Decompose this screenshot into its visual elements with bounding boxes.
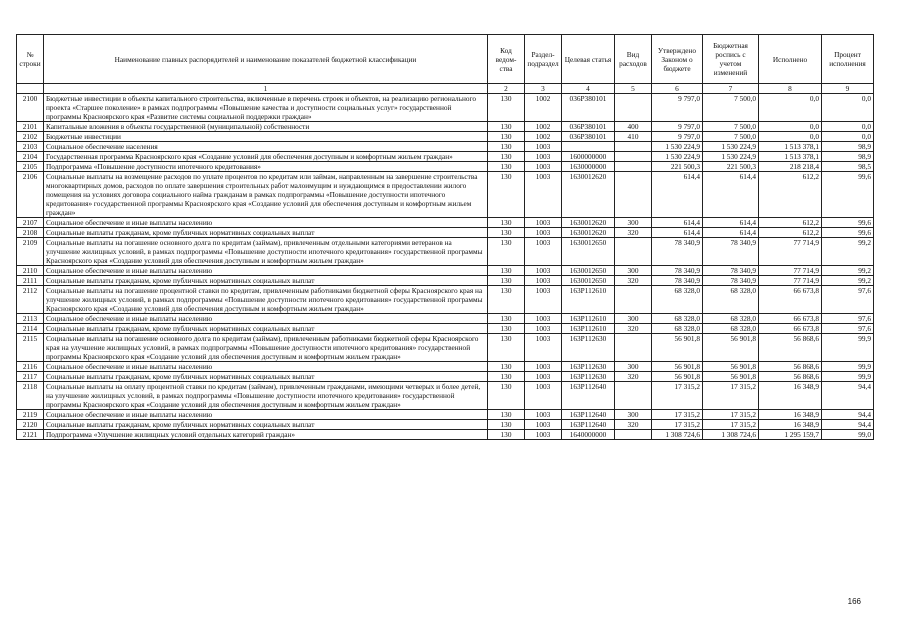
row-number-cell: 2101 [17, 122, 44, 132]
percent-cell: 94,4 [822, 410, 874, 420]
percent-cell: 99,0 [822, 430, 874, 440]
header-target-article: Целевая статья [562, 35, 615, 84]
row-name-cell: Социальное обеспечение и иные выплаты населению [44, 362, 488, 372]
dept-code-cell: 130 [488, 152, 525, 162]
table-row [17, 430, 874, 440]
percent-cell: 99,9 [822, 334, 874, 362]
dept-code-cell: 130 [488, 228, 525, 238]
budget-schedule-cell: 17 315,2 [703, 410, 759, 420]
budget-schedule-cell: 68 328,0 [703, 314, 759, 324]
target-article-cell: 1630012620 [562, 228, 615, 238]
section-cell: 1003 [525, 218, 562, 228]
table-header-row [17, 35, 874, 84]
approved-cell: 68 328,0 [652, 314, 703, 324]
section-cell: 1003 [525, 152, 562, 162]
row-number-cell: 2119 [17, 410, 44, 420]
percent-cell: 0,0 [822, 122, 874, 132]
approved-cell: 68 328,0 [652, 324, 703, 334]
executed-cell: 66 673,8 [759, 314, 822, 324]
header-name: Наименование главных распорядителей и наименование показателей бюджетной классификации [44, 35, 488, 84]
dept-code-cell: 130 [488, 430, 525, 440]
target-article-cell: 163P112640 [562, 420, 615, 430]
expense-type-cell: 320 [615, 372, 652, 382]
budget-schedule-cell: 56 901,8 [703, 372, 759, 382]
table-row [17, 152, 874, 162]
expense-type-cell [615, 334, 652, 362]
column-number: 9 [822, 84, 874, 94]
approved-cell: 17 315,2 [652, 382, 703, 410]
expense-type-cell: 320 [615, 420, 652, 430]
percent-cell: 0,0 [822, 132, 874, 142]
budget-schedule-cell: 78 340,9 [703, 266, 759, 276]
dept-code-cell: 130 [488, 286, 525, 314]
percent-cell: 0,0 [822, 94, 874, 122]
row-name-cell: Социальное обеспечение и иные выплаты населению [44, 410, 488, 420]
approved-cell: 78 340,9 [652, 238, 703, 266]
approved-cell: 9 797,0 [652, 94, 703, 122]
percent-cell: 98,5 [822, 162, 874, 172]
target-article-cell: 036P380101 [562, 122, 615, 132]
approved-cell: 9 797,0 [652, 132, 703, 142]
percent-cell: 94,4 [822, 382, 874, 410]
dept-code-cell: 130 [488, 238, 525, 266]
percent-cell: 98,9 [822, 142, 874, 152]
expense-type-cell: 410 [615, 132, 652, 142]
approved-cell: 9 797,0 [652, 122, 703, 132]
budget-schedule-cell: 1 530 224,9 [703, 152, 759, 162]
budget-table-sheet [16, 34, 873, 440]
expense-type-cell: 320 [615, 228, 652, 238]
row-number-cell: 2116 [17, 362, 44, 372]
column-number: 5 [615, 84, 652, 94]
dept-code-cell: 130 [488, 362, 525, 372]
row-number-cell: 2109 [17, 238, 44, 266]
table-row [17, 172, 874, 218]
target-article-cell: 163P112610 [562, 324, 615, 334]
expense-type-cell: 320 [615, 276, 652, 286]
executed-cell: 1 513 378,1 [759, 142, 822, 152]
row-name-cell: Социальные выплаты на погашение основного долга по кредитам (займам), привлеченным работниками бюджетной сферы Красноярского края на улучшение жилищных условий, в рамках подпрограммы «Повышение доступности ипотечного кредитования» государственной программы Красноярского края «Создание условий для обеспечения доступным и комфортным жильем граждан» [44, 334, 488, 362]
target-article-cell: 1630012620 [562, 172, 615, 218]
dept-code-cell: 130 [488, 420, 525, 430]
budget-schedule-cell: 614,4 [703, 218, 759, 228]
table-row [17, 266, 874, 276]
approved-cell: 1 530 224,9 [652, 152, 703, 162]
percent-cell: 99,2 [822, 266, 874, 276]
expense-type-cell [615, 430, 652, 440]
header-section: Раздел-подраздел [525, 35, 562, 84]
row-number-cell: 2103 [17, 142, 44, 152]
row-name-cell: Социальные выплаты гражданам, кроме публичных нормативных социальных выплат [44, 372, 488, 382]
row-name-cell: Капитальные вложения в объекты государственной (муниципальной) собственности [44, 122, 488, 132]
budget-schedule-cell: 17 315,2 [703, 420, 759, 430]
dept-code-cell: 130 [488, 162, 525, 172]
column-number: 4 [562, 84, 615, 94]
row-number-cell: 2110 [17, 266, 44, 276]
target-article-cell [562, 142, 615, 152]
row-number-cell: 2107 [17, 218, 44, 228]
target-article-cell: 036P380101 [562, 94, 615, 122]
executed-cell: 77 714,9 [759, 276, 822, 286]
table-row [17, 122, 874, 132]
target-article-cell: 1630012650 [562, 266, 615, 276]
section-cell: 1003 [525, 430, 562, 440]
percent-cell: 99,2 [822, 238, 874, 266]
percent-cell: 99,9 [822, 362, 874, 372]
column-number: 6 [652, 84, 703, 94]
executed-cell: 218 218,4 [759, 162, 822, 172]
row-name-cell: Социальные выплаты на погашение основного долга по кредитам (займам), привлеченным отдельными категориями ветеранов на улучшение жилищных условий, в рамках подпрограммы «Повышение доступности ипотечного кредитования» государственной программы Красноярского края «Создание условий для обеспечения доступным и комфортным жильем граждан» [44, 238, 488, 266]
row-name-cell: Бюджетные инвестиции [44, 132, 488, 142]
percent-cell: 99,2 [822, 276, 874, 286]
expense-type-cell [615, 152, 652, 162]
budget-schedule-cell: 614,4 [703, 228, 759, 238]
column-number: 3 [525, 84, 562, 94]
section-cell: 1003 [525, 420, 562, 430]
executed-cell: 56 868,6 [759, 334, 822, 362]
budget-schedule-cell: 614,4 [703, 172, 759, 218]
approved-cell: 221 500,3 [652, 162, 703, 172]
table-row [17, 314, 874, 324]
target-article-cell: 163P112640 [562, 410, 615, 420]
row-name-cell: Социальное обеспечение и иные выплаты населению [44, 218, 488, 228]
target-article-cell: 1600000000 [562, 152, 615, 162]
table-row [17, 334, 874, 362]
executed-cell: 0,0 [759, 122, 822, 132]
executed-cell: 0,0 [759, 94, 822, 122]
percent-cell: 99,6 [822, 218, 874, 228]
executed-cell: 16 348,9 [759, 382, 822, 410]
section-cell: 1003 [525, 372, 562, 382]
target-article-cell: 163P112630 [562, 334, 615, 362]
budget-schedule-cell: 78 340,9 [703, 238, 759, 266]
section-cell: 1003 [525, 142, 562, 152]
dept-code-cell: 130 [488, 410, 525, 420]
table-row [17, 162, 874, 172]
expense-type-cell: 300 [615, 218, 652, 228]
executed-cell: 16 348,9 [759, 410, 822, 420]
section-cell: 1003 [525, 238, 562, 266]
section-cell: 1002 [525, 132, 562, 142]
budget-schedule-cell: 7 500,0 [703, 132, 759, 142]
target-article-cell: 1630012650 [562, 238, 615, 266]
dept-code-cell: 130 [488, 382, 525, 410]
percent-cell: 99,9 [822, 372, 874, 382]
table-row [17, 94, 874, 122]
expense-type-cell [615, 382, 652, 410]
executed-cell: 1 295 159,7 [759, 430, 822, 440]
budget-schedule-cell: 7 500,0 [703, 94, 759, 122]
table-row [17, 382, 874, 410]
row-number-cell: 2104 [17, 152, 44, 162]
header-percent: Процент исполнения [822, 35, 874, 84]
header-row-number: № строки [17, 35, 44, 84]
section-cell: 1003 [525, 314, 562, 324]
expense-type-cell [615, 286, 652, 314]
row-name-cell: Социальные выплаты гражданам, кроме публичных нормативных социальных выплат [44, 276, 488, 286]
row-number-cell: 2108 [17, 228, 44, 238]
row-name-cell: Социальные выплаты на возмещение расходов по уплате процентов по кредитам или займам, направленным на завершение строительства многоквартирных домов, расходов по оплате завершения строительных работ малоимущим и нуждающимся в предоставлении жилого помещения на условиях договора социального найма гражданам в рамках подпрограммы «Повышение доступности ипотечного кредитования» государственной программы Красноярского края «Создание условий для обеспечения доступным и комфортным жильем граждан» [44, 172, 488, 218]
executed-cell: 77 714,9 [759, 238, 822, 266]
executed-cell: 56 868,6 [759, 372, 822, 382]
table-row [17, 286, 874, 314]
header-expense-type: Вид расходов [615, 35, 652, 84]
percent-cell: 99,6 [822, 228, 874, 238]
column-number [17, 84, 44, 94]
approved-cell: 1 530 224,9 [652, 142, 703, 152]
section-cell: 1003 [525, 276, 562, 286]
column-number: 7 [703, 84, 759, 94]
percent-cell: 97,6 [822, 314, 874, 324]
approved-cell: 56 901,8 [652, 372, 703, 382]
section-cell: 1003 [525, 286, 562, 314]
expense-type-cell: 300 [615, 362, 652, 372]
budget-schedule-cell: 56 901,8 [703, 362, 759, 372]
section-cell: 1002 [525, 94, 562, 122]
section-cell: 1003 [525, 324, 562, 334]
expense-type-cell: 300 [615, 314, 652, 324]
section-cell: 1003 [525, 382, 562, 410]
column-number: 2 [488, 84, 525, 94]
row-number-cell: 2117 [17, 372, 44, 382]
row-number-cell: 2112 [17, 286, 44, 314]
executed-cell: 56 868,6 [759, 362, 822, 372]
table-body [17, 94, 874, 440]
approved-cell: 17 315,2 [652, 420, 703, 430]
row-number-cell: 2113 [17, 314, 44, 324]
row-number-cell: 2106 [17, 172, 44, 218]
section-cell: 1002 [525, 122, 562, 132]
executed-cell: 612,2 [759, 172, 822, 218]
dept-code-cell: 130 [488, 334, 525, 362]
row-number-cell: 2120 [17, 420, 44, 430]
row-name-cell: Социальные выплаты на оплату процентной ставки по кредитам (займам), привлеченным гражданами, имеющими четверых и более детей, на улучшение жилищных условий, в рамках подпрограммы «Повышение доступности ипотечного кредитования» государственной программы Красноярского края «Создание условий для обеспечения доступным и комфортным жильем граждан» [44, 382, 488, 410]
target-article-cell: 163P112610 [562, 286, 615, 314]
row-number-cell: 2105 [17, 162, 44, 172]
row-number-cell: 2114 [17, 324, 44, 334]
row-number-cell: 2118 [17, 382, 44, 410]
expense-type-cell: 300 [615, 410, 652, 420]
row-number-cell: 2102 [17, 132, 44, 142]
row-number-cell: 2121 [17, 430, 44, 440]
expense-type-cell: 400 [615, 122, 652, 132]
dept-code-cell: 130 [488, 324, 525, 334]
executed-cell: 66 673,8 [759, 286, 822, 314]
executed-cell: 612,2 [759, 218, 822, 228]
approved-cell: 614,4 [652, 228, 703, 238]
percent-cell: 97,6 [822, 324, 874, 334]
approved-cell: 614,4 [652, 172, 703, 218]
executed-cell: 16 348,9 [759, 420, 822, 430]
expense-type-cell [615, 94, 652, 122]
section-cell: 1003 [525, 266, 562, 276]
budget-execution-table [16, 34, 874, 440]
target-article-cell: 163P112630 [562, 372, 615, 382]
dept-code-cell: 130 [488, 218, 525, 228]
header-budget-schedule: Бюджетная роспись с учетом изменений [703, 35, 759, 84]
expense-type-cell [615, 142, 652, 152]
budget-schedule-cell: 78 340,9 [703, 276, 759, 286]
percent-cell: 94,4 [822, 420, 874, 430]
target-article-cell: 1640000000 [562, 430, 615, 440]
row-name-cell: Бюджетные инвестиции в объекты капитального строительства, включенные в перечень строек и объектов, на реализацию регионального проекта «Старшее поколение» в рамках подпрограммы «Повышение качества и доступности социальных услуг» государственной программы Красноярского края «Развитие системы социальной поддержки граждан» [44, 94, 488, 122]
executed-cell: 0,0 [759, 132, 822, 142]
approved-cell: 78 340,9 [652, 266, 703, 276]
expense-type-cell: 320 [615, 324, 652, 334]
row-number-cell: 2111 [17, 276, 44, 286]
executed-cell: 66 673,8 [759, 324, 822, 334]
target-article-cell: 163P112610 [562, 314, 615, 324]
dept-code-cell: 130 [488, 372, 525, 382]
percent-cell: 99,6 [822, 172, 874, 218]
budget-schedule-cell: 7 500,0 [703, 122, 759, 132]
row-name-cell: Социальное обеспечение и иные выплаты населению [44, 266, 488, 276]
approved-cell: 78 340,9 [652, 276, 703, 286]
approved-cell: 17 315,2 [652, 410, 703, 420]
approved-cell: 56 901,8 [652, 362, 703, 372]
section-cell: 1003 [525, 410, 562, 420]
row-name-cell: Социальные выплаты гражданам, кроме публичных нормативных социальных выплат [44, 420, 488, 430]
target-article-cell: 163P112630 [562, 362, 615, 372]
row-name-cell: Социальное обеспечение и иные выплаты населению [44, 314, 488, 324]
page-number: 166 [847, 597, 861, 606]
dept-code-cell: 130 [488, 94, 525, 122]
row-name-cell: Социальные выплаты гражданам, кроме публичных нормативных социальных выплат [44, 228, 488, 238]
expense-type-cell [615, 162, 652, 172]
dept-code-cell: 130 [488, 266, 525, 276]
section-cell: 1003 [525, 162, 562, 172]
table-row [17, 276, 874, 286]
row-number-cell: 2115 [17, 334, 44, 362]
table-row [17, 218, 874, 228]
row-name-cell: Государственная программа Красноярского края «Создание условий для обеспечения доступным и комфортным жильем граждан» [44, 152, 488, 162]
table-row [17, 372, 874, 382]
row-name-cell: Социальное обеспечение населения [44, 142, 488, 152]
dept-code-cell: 130 [488, 132, 525, 142]
table-row [17, 132, 874, 142]
budget-schedule-cell: 1 308 724,6 [703, 430, 759, 440]
dept-code-cell: 130 [488, 122, 525, 132]
column-number-row [17, 84, 874, 94]
budget-schedule-cell: 17 315,2 [703, 382, 759, 410]
target-article-cell: 163P112640 [562, 382, 615, 410]
header-dept-code: Код ведом-ства [488, 35, 525, 84]
column-number: 1 [44, 84, 488, 94]
table-row [17, 420, 874, 430]
budget-schedule-cell: 68 328,0 [703, 324, 759, 334]
section-cell: 1003 [525, 172, 562, 218]
executed-cell: 77 714,9 [759, 266, 822, 276]
budget-schedule-cell: 221 500,3 [703, 162, 759, 172]
table-row [17, 362, 874, 372]
budget-schedule-cell: 68 328,0 [703, 286, 759, 314]
expense-type-cell [615, 172, 652, 218]
dept-code-cell: 130 [488, 276, 525, 286]
dept-code-cell: 130 [488, 314, 525, 324]
target-article-cell: 036P380101 [562, 132, 615, 142]
executed-cell: 1 513 378,1 [759, 152, 822, 162]
expense-type-cell [615, 238, 652, 266]
section-cell: 1003 [525, 228, 562, 238]
section-cell: 1003 [525, 334, 562, 362]
approved-cell: 68 328,0 [652, 286, 703, 314]
table-row [17, 410, 874, 420]
row-name-cell: Социальные выплаты на погашение процентной ставки по кредитам, привлеченным работниками бюджетной сферы Красноярского края на улучшение жилищных условий, в рамках подпрограммы «Повышение доступности ипотечного кредитования» государственной программы Красноярского края «Создание условий для обеспечения доступным и комфортным жильем граждан» [44, 286, 488, 314]
table-row [17, 228, 874, 238]
header-approved: Утверждено Законом о бюджете [652, 35, 703, 84]
dept-code-cell: 130 [488, 172, 525, 218]
table-row [17, 238, 874, 266]
table-row [17, 324, 874, 334]
approved-cell: 56 901,8 [652, 334, 703, 362]
dept-code-cell: 130 [488, 142, 525, 152]
percent-cell: 98,9 [822, 152, 874, 162]
executed-cell: 612,2 [759, 228, 822, 238]
expense-type-cell: 300 [615, 266, 652, 276]
column-number: 8 [759, 84, 822, 94]
percent-cell: 97,6 [822, 286, 874, 314]
row-name-cell: Подпрограмма «Улучшение жилищных условий отдельных категорий граждан» [44, 430, 488, 440]
target-article-cell: 1630012620 [562, 218, 615, 228]
target-article-cell: 1630012650 [562, 276, 615, 286]
table-row [17, 142, 874, 152]
approved-cell: 614,4 [652, 218, 703, 228]
row-number-cell: 2100 [17, 94, 44, 122]
header-executed: Исполнено [759, 35, 822, 84]
target-article-cell: 1630000000 [562, 162, 615, 172]
budget-schedule-cell: 56 901,8 [703, 334, 759, 362]
row-name-cell: Социальные выплаты гражданам, кроме публичных нормативных социальных выплат [44, 324, 488, 334]
row-name-cell: Подпрограмма «Повышение доступности ипотечного кредитования» [44, 162, 488, 172]
approved-cell: 1 308 724,6 [652, 430, 703, 440]
section-cell: 1003 [525, 362, 562, 372]
budget-schedule-cell: 1 530 224,9 [703, 142, 759, 152]
